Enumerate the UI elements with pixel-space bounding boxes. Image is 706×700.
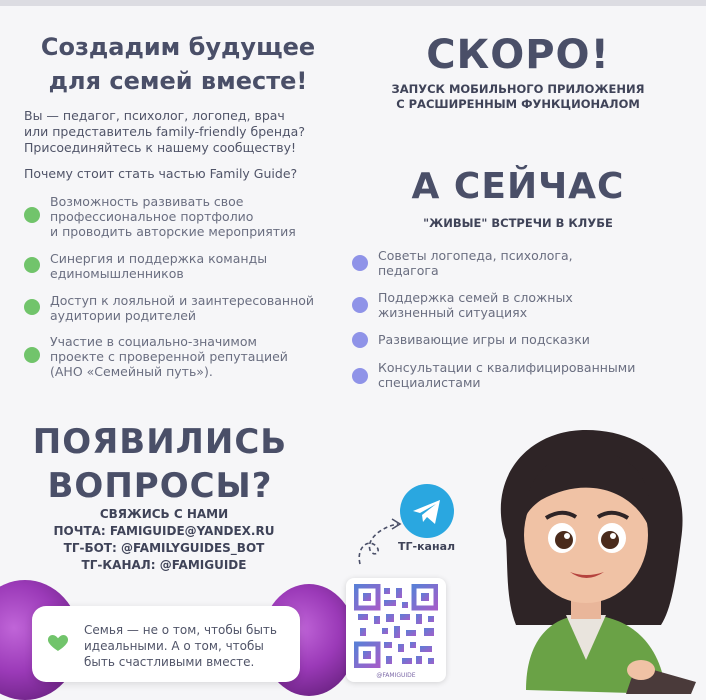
top-strip [0, 0, 706, 6]
telegram-icon [400, 484, 454, 538]
list-item: Поддержка семей в сложных жизненный ситуациях [352, 290, 682, 322]
heart-icon [46, 630, 70, 654]
qr-code[interactable] [346, 578, 446, 682]
intro-line: Вы — педагог, психолог, логопед, врач [24, 108, 285, 123]
woman-illustration [466, 420, 706, 694]
qr-code-icon [354, 584, 438, 668]
list-item: Возможность развивать свое профессиональное портфолио и проводить авторские мероприятия [24, 194, 344, 242]
title-line: Создадим будущее [40, 33, 316, 61]
intro-text [24, 108, 344, 156]
contact-bot[interactable]: ТГ-БОТ: @FAMILYGUIDES_BOT [63, 541, 265, 555]
contact-channel[interactable]: ТГ-КАНАЛ: @FAMIGUIDE [81, 558, 247, 572]
qr-caption: @FAMIGUIDE [376, 672, 416, 679]
dashed-arrow-icon [354, 508, 404, 568]
list-item: Развивающие игры и подсказки [352, 332, 682, 350]
questions-title: ПОЯВИЛИСЬ ВОПРОСЫ? [32, 422, 288, 506]
contact-heading: СВЯЖИСЬ С НАМИ [99, 507, 229, 521]
list-item: Синергия и поддержка команды единомышленников [24, 251, 344, 283]
list-item: Доступ к лояльной и заинтересованной аудитории родителей [24, 293, 344, 325]
list-item: Участие в социально-значимом проекте с проверенной репутацией (АНО «Семейный путь»). [24, 334, 344, 382]
purple-bullet-icon [352, 297, 368, 313]
purple-bullet-icon [352, 332, 368, 348]
green-bullet-icon [24, 207, 40, 223]
green-bullet-icon [24, 347, 40, 363]
list-item: Консультации с квалифицированными специалистами [352, 360, 682, 392]
quote-card: Семья — не о том, чтобы быть идеальными. А о том, чтобы быть счастливыми вместе. [32, 606, 300, 682]
why-heading: Почему стоит стать частью Family Guide? [24, 166, 298, 181]
intro-line: Присоединяйтесь к нашему сообществу! [24, 140, 296, 155]
soon-subtitle: ЗАПУСК МОБИЛЬНОГО ПРИЛОЖЕНИЯ С РАСШИРЕННЫМ ФУНКЦИОНАЛОМ [391, 82, 645, 111]
green-bullet-icon [24, 257, 40, 273]
title-line: для семей вместе! [48, 67, 308, 95]
purple-bullet-icon [352, 368, 368, 384]
green-bullet-icon [24, 299, 40, 315]
intro-line: или представитель family-friendly бренда? [24, 124, 305, 139]
list-item: Советы логопеда, психолога, педагога [352, 248, 682, 280]
telegram-button[interactable] [400, 484, 454, 538]
contact-email[interactable]: ПОЧТА: FAMIGUIDE@YANDEX.RU [53, 524, 275, 538]
page-title [18, 30, 338, 98]
telegram-label: ТГ-канал [398, 540, 456, 553]
purple-bullet-icon [352, 255, 368, 271]
soon-title: СКОРО! [426, 32, 610, 78]
now-subtitle: "ЖИВЫЕ" ВСТРЕЧИ В КЛУБЕ [423, 216, 613, 230]
now-title: А СЕЙЧАС [411, 166, 625, 207]
